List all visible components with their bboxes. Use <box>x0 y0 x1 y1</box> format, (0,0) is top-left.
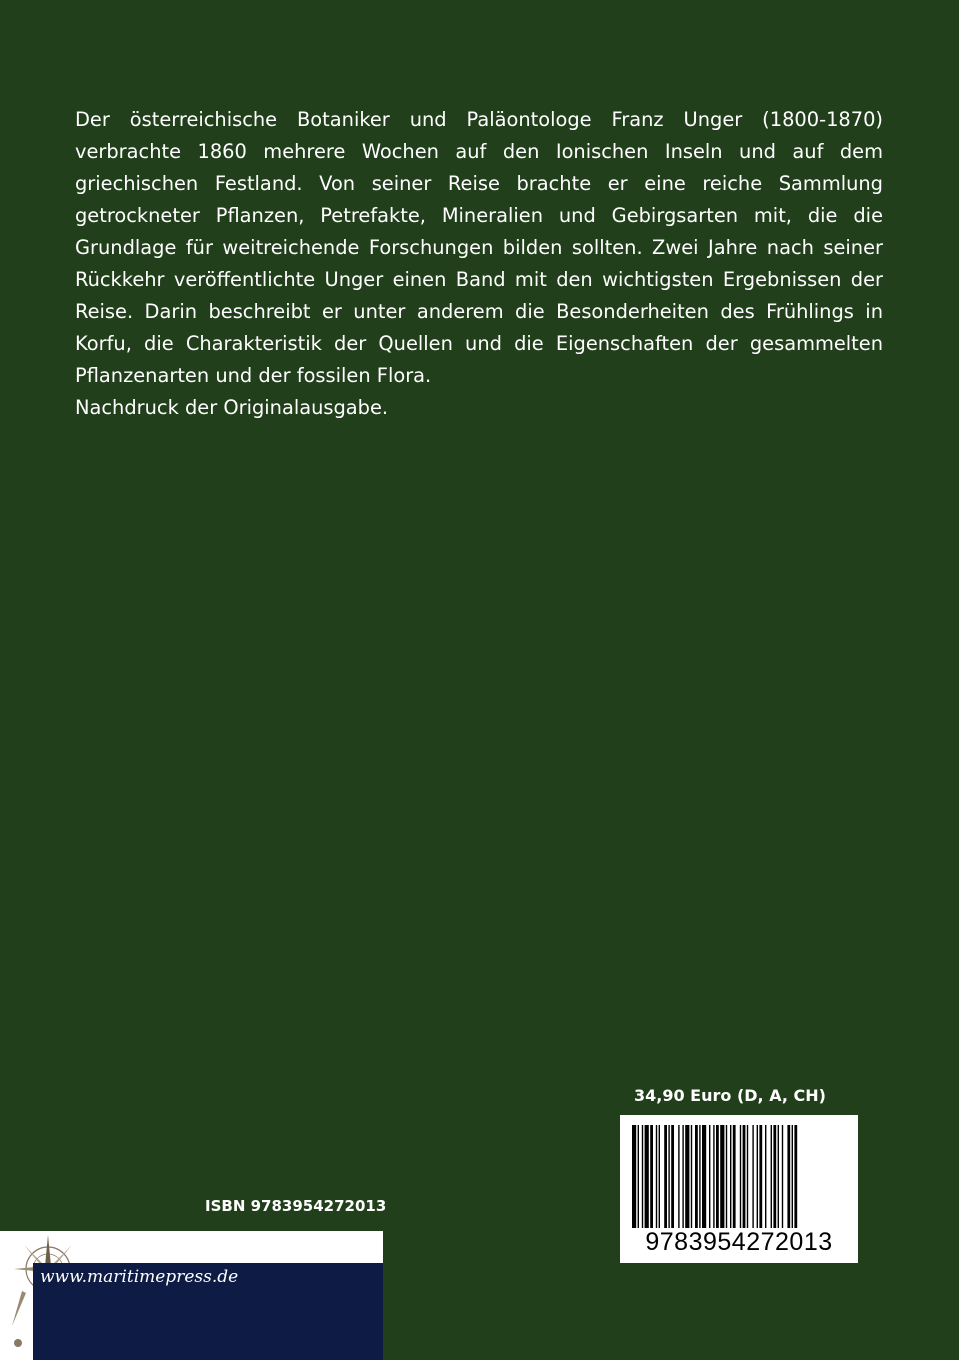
barcode <box>620 1115 858 1263</box>
publisher-url[interactable]: www.maritimepress.de <box>40 1267 239 1287</box>
book-description <box>75 104 883 424</box>
publisher-logo <box>0 1231 383 1360</box>
description-paragraph: Der österreichische Botaniker und Paläontologe Franz Unger (1800-1870) verbrachte 1860 mehrere Wochen auf den Ionischen Inseln und auf dem griechischen Festland. Von seiner Reise brachte er eine reiche Sammlung getrockneter Pflanzen, Petrefakte, Mineralien und Gebirgsarten mit, die die Grundlage für weitreichende Forschungen bilden sollten. Zwei Jahre nach seiner Rückkehr veröffentlichte Unger einen Band mit den wichtigsten Ergebnissen der Reise. Darin beschreibt er unter anderem die Besonderheiten des Frühlings in Korfu, die Charakteristik der Quellen und die Eigenschaften der gesammelten Pflanzenarten und der fossilen Flora. <box>75 108 883 387</box>
reprint-note: Nachdruck der Originalausgabe. <box>75 396 389 419</box>
isbn-label: ISBN 9783954272013 <box>205 1197 387 1215</box>
barcode-bars <box>630 1125 848 1233</box>
barcode-digits: 9783954272013 <box>645 1228 833 1256</box>
price-label: 34,90 Euro (D, A, CH) <box>634 1086 826 1105</box>
